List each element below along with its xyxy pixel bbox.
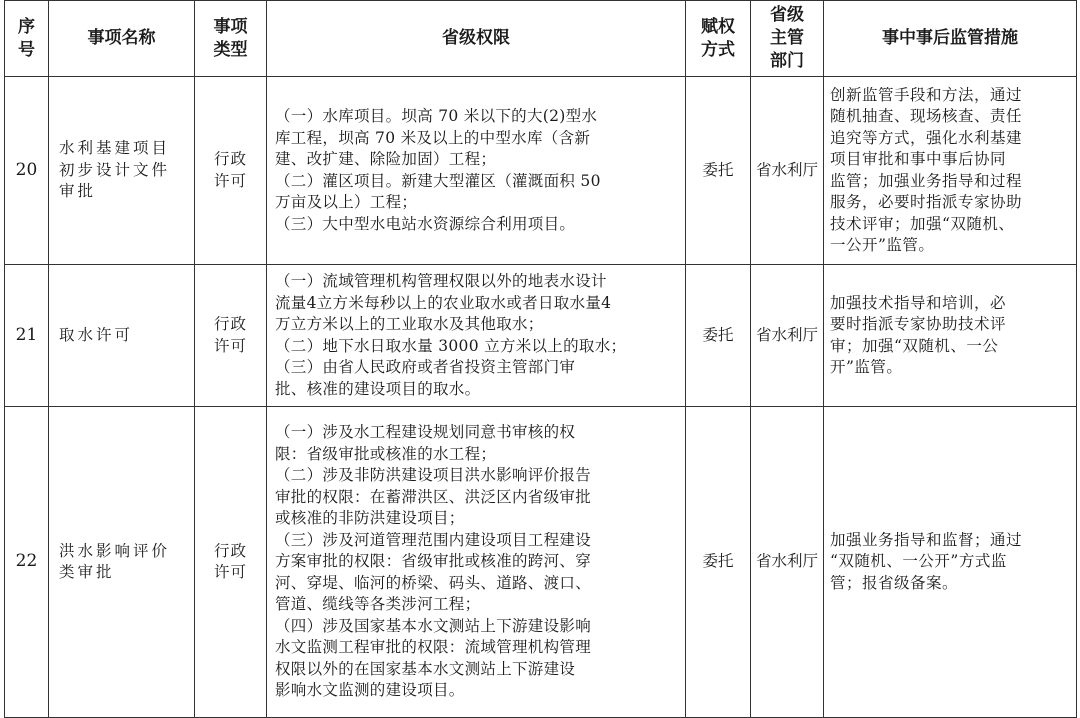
header-dept: 省级 主管 部门: [751, 1, 824, 77]
cell-dept: 省水利厅: [751, 77, 824, 265]
cell-mode: 委托: [686, 77, 751, 265]
header-mode: 赋权 方式: [686, 1, 751, 77]
table-row: [5, 407, 1077, 718]
header-authority: 省级权限: [267, 1, 686, 77]
cell-measures: 创新监管手段和方法，通过 随机抽查、现场核查、责任 追究等方式，强化水利基建 项目审批和事中事后协同 监管；加强业务指导和过程 服务，必要时指派专家协助 技术评审；加强“双随机、 一公开”监管。: [824, 77, 1077, 265]
cell-authority: （一）流域管理机构管理权限以外的地表水设计 流量4立方米每秒以上的农业取水或者日取水量4 万立方米以上的工业取水及其他取水； （二）地下水日取水量 3000 立方米以上的取水； （三）由省人民政府或者省投资主管部门审 批、核准的建设项目的取水。: [267, 265, 686, 407]
cell-num: 21: [5, 265, 49, 407]
header-row: [5, 1, 1077, 77]
header-name: 事项名称: [49, 1, 195, 77]
cell-item-name: 洪水影响评价 类审批: [49, 407, 195, 718]
cell-measures: 加强业务指导和监督；通过 “双随机、一公开”方式监 管；报省级备案。: [824, 407, 1077, 718]
cell-dept: 省水利厅: [751, 265, 824, 407]
cell-item-name: 水利基建项目 初步设计文件 审批: [49, 77, 195, 265]
header-num: 序 号: [5, 1, 49, 77]
cell-item-name: 取水许可: [49, 265, 195, 407]
cell-item-type: 行政 许可: [195, 407, 267, 718]
header-type: 事项 类型: [195, 1, 267, 77]
cell-item-type: 行政 许可: [195, 265, 267, 407]
cell-num: 20: [5, 77, 49, 265]
cell-mode: 委托: [686, 407, 751, 718]
cell-mode: 委托: [686, 265, 751, 407]
cell-measures: 加强技术指导和培训，必 要时指派专家协助技术评 审；加强“双随机、一公 开”监管。: [824, 265, 1077, 407]
cell-authority: （一）水库项目。坝高 70 米以下的大(2)型水 库工程，坝高 70 米及以上的中型水库（含新 建、改扩建、除险加固）工程； （二）灌区项目。新建大型灌区（灌溉面积 50 万亩及以上）工程； （三）大中型水电站水资源综合利用项目。: [267, 77, 686, 265]
table-row: [5, 265, 1077, 407]
header-measures: 事中事后监管措施: [824, 1, 1077, 77]
cell-dept: 省水利厅: [751, 407, 824, 718]
cell-num: 22: [5, 407, 49, 718]
table-row: [5, 77, 1077, 265]
cell-authority: （一）涉及水工程建设规划同意书审核的权 限：省级审批或核准的水工程； （二）涉及非防洪建设项目洪水影响评价报告 审批的权限：在蓄滞洪区、洪泛区内省级审批 或核准的非防洪建设项目； （三）涉及河道管理范围内建设项目工程建设 方案审批的权限：省级审批或核准的跨河、穿 河、穿堤、临河的桥梁、码头、道路、渡口、 管道、缆线等各类涉河工程； （四）涉及国家基本水文测站上下游建设影响 水文监测工程审批的权限：流域管理机构管理 权限以外的在国家基本水文测站上下游建设 影响水文监测的建设项目。: [267, 407, 686, 718]
cell-item-type: 行政 许可: [195, 77, 267, 265]
authority-table: [4, 0, 1077, 718]
